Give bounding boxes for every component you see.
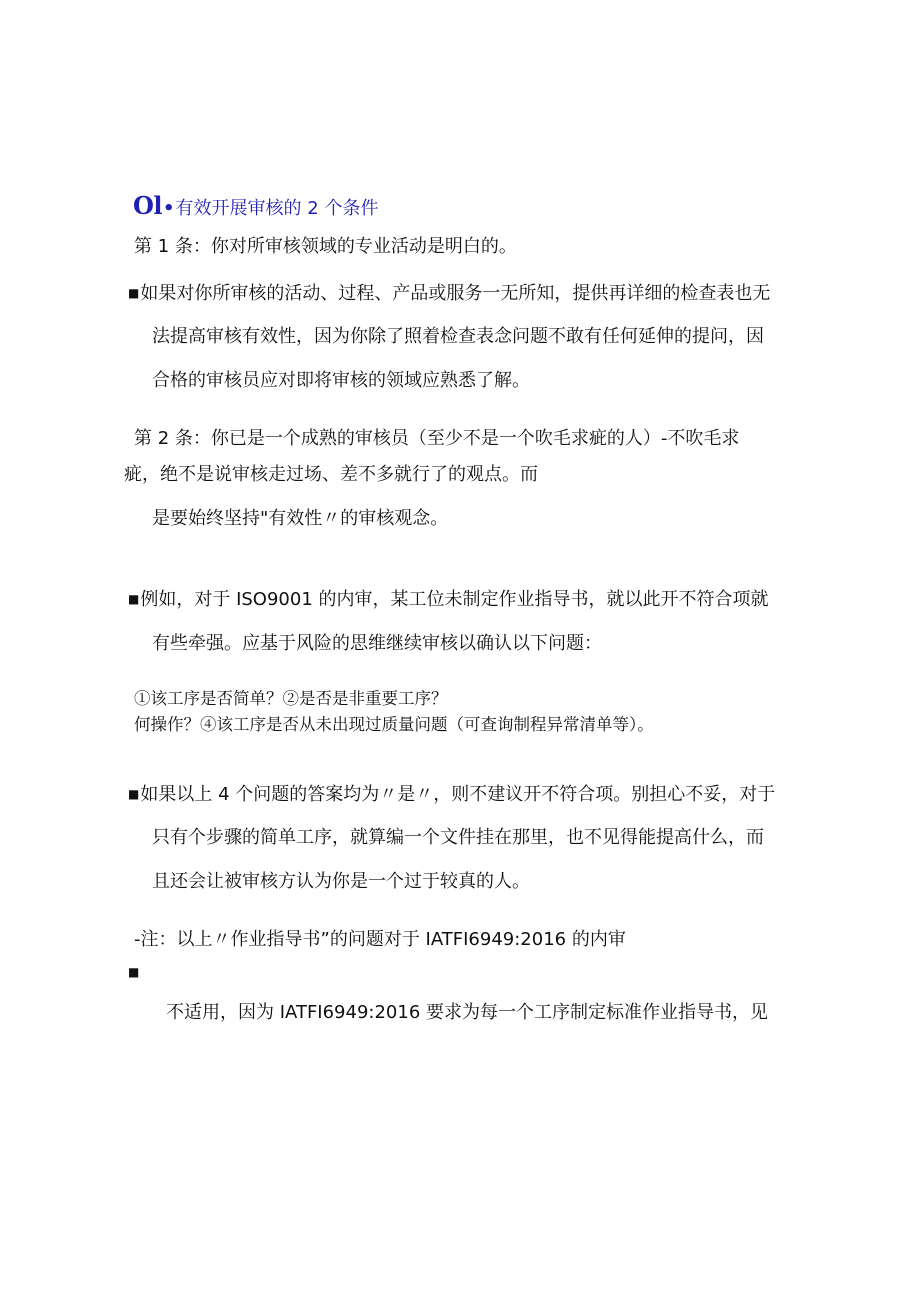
section-number: Ol	[133, 191, 163, 220]
paragraph-line: 只有个步骤的简单工序，就算编一个文件挂在那里，也不见得能提高什么，而	[152, 827, 764, 848]
question-list-line: 何操作？④该工序是否从未出现过质量问题（可查询制程异常清单等）。	[134, 715, 654, 734]
section-title: 有效开展审核的 2 个条件	[175, 198, 379, 219]
paragraph-line: 是要始终坚持"有效性〃的审核观念。	[152, 508, 449, 529]
square-bullet-icon: ■	[128, 787, 140, 801]
paragraph-line: 不适用，因为 IATFI6949:2016 要求为每一个工序制定标准作业指导书，见	[166, 1002, 769, 1023]
paragraph-line	[128, 587, 769, 612]
square-bullet-icon: ■	[128, 965, 140, 979]
paragraph-text: 例如，对于 ISO9001 的内审，某工位未制定作业指导书，就以此开不符合项就	[140, 589, 769, 610]
condition-1: 第 1 条：你对所审核领域的专业活动是明白的。	[134, 236, 517, 257]
note-line: -注：以上〃作业指导书”的问题对于 IATFI6949:2016 的内审	[134, 929, 626, 950]
square-bullet-icon: ■	[128, 286, 140, 300]
paragraph-line: 合格的审核员应对即将审核的领域应熟悉了解。	[152, 370, 530, 391]
paragraph-line: 法提高审核有效性，因为你除了照着检查表念问题不敢有任何延伸的提问，因	[152, 326, 764, 347]
square-bullet-icon: ■	[128, 592, 140, 606]
condition-2: 第 2 条：你已是一个成熟的审核员（至少不是一个吹毛求疵的人）-不吹毛求	[134, 428, 740, 449]
heading-bullet: •	[163, 198, 175, 219]
paragraph-line: 且还会让被审核方认为你是一个过于较真的人。	[152, 871, 530, 892]
paragraph-text: 如果以上 4 个问题的答案均为〃是〃，则不建议开不符合项。别担心不妥，对于	[140, 784, 776, 805]
question-list-line: ①该工序是否简单？②是否是非重要工序？	[134, 689, 448, 708]
paragraph-line	[128, 782, 775, 807]
paragraph-text: 如果对你所审核的活动、过程、产品或服务一无所知，提供再详细的检查表也无	[140, 283, 771, 304]
section-heading	[133, 190, 378, 225]
paragraph-line: 疵，绝不是说审核走过场、差不多就行了的观点。而	[124, 464, 538, 485]
paragraph-line: 有些牵强。应基于风险的思维继续审核以确认以下问题：	[152, 633, 602, 654]
paragraph-line	[128, 281, 770, 306]
paragraph-line	[128, 960, 140, 985]
